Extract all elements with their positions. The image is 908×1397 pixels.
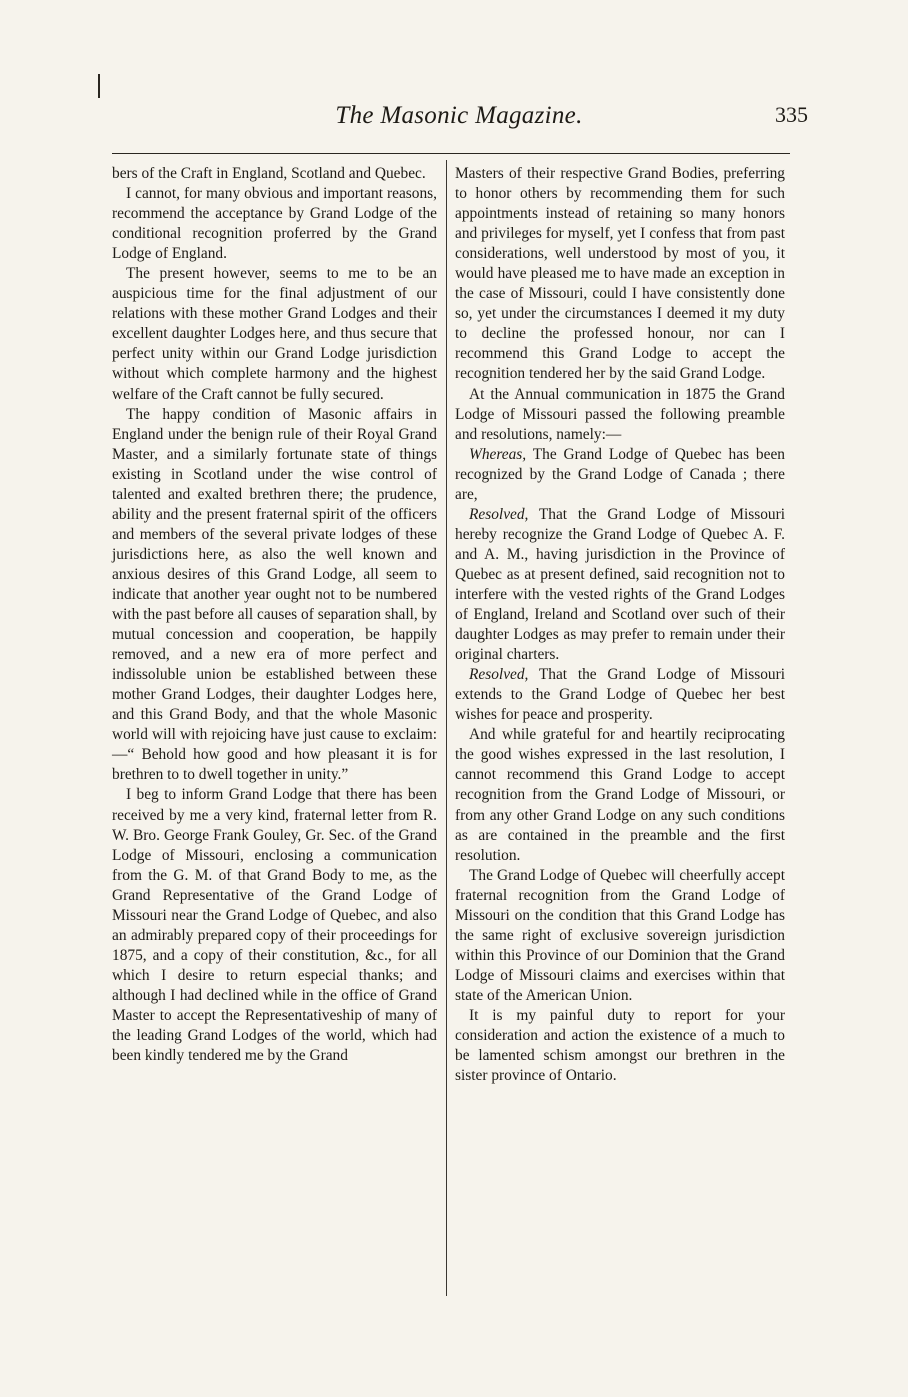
- page-header: [110, 96, 808, 136]
- whereas-text: The Grand Lodge of Quebec has been recognized by the Grand Lodge of Canada ; there are,: [455, 445, 785, 503]
- right-paragraph-2: At the Annual communication in 1875 the Grand Lodge of Missouri passed the following preamble and resolutions, namely:—: [455, 385, 785, 443]
- left-paragraph-2: I cannot, for many obvious and important reasons, recommend the acceptance by Grand Lodge of the conditional recognition proferred by the Grand Lodge of England.: [112, 185, 437, 263]
- left-column: [112, 164, 437, 1066]
- resolved-lead-2: Resolved,: [469, 666, 529, 684]
- resolved-lead-1: Resolved,: [469, 505, 529, 523]
- right-paragraph-resolved-2: [455, 665, 785, 725]
- right-paragraph-whereas: [455, 445, 785, 505]
- right-column: [455, 164, 785, 1086]
- page-number: 335: [775, 102, 808, 127]
- column-divider: [446, 160, 447, 1296]
- margin-mark: [98, 74, 100, 98]
- resolved-text-2: That the Grand Lodge of Missouri extends to the Grand Lodge of Quebec her best wishes for peace and prosperity.: [455, 666, 785, 724]
- right-paragraph-resolved-1: [455, 505, 785, 665]
- running-title: The Masonic Magazine.: [335, 102, 583, 129]
- right-paragraph-6: And while grateful for and heartily reciprocating the good wishes expressed in the last resolution, I cannot recommend this Grand Lodge to accept recognition from the Grand Lodge of Missouri, or from any other Grand Lodge on any such conditions as are contained in the preamble and the first resolution.: [455, 726, 785, 864]
- right-paragraph-8: It is my painful duty to report for your consideration and action the existence of a much to be lamented schism amongst our brethren in the sister province of Ontario.: [455, 1006, 785, 1085]
- right-paragraph-7: The Grand Lodge of Quebec will cheerfully accept fraternal recognition from the Grand Lodge of Missouri on the condition that this Grand Lodge has the same right of exclusive sovereign jurisdiction within this Province of our Dominion that the Grand Lodge of Missouri claims and exercises within that state of the American Union.: [455, 866, 785, 1004]
- left-paragraph-1: bers of the Craft in England, Scotland and Quebec.: [112, 165, 426, 182]
- resolved-text-1: That the Grand Lodge of Missouri hereby recognize the Grand Lodge of Quebec A. F. and A. M., having jurisdiction in the Province of Quebec as at present defined, said recognition not to interfere with the vested rights of the Grand Lodges of England, Ireland and Scotland over such of their daughter Lodges as may prefer to remain under their original charters.: [455, 505, 785, 664]
- left-paragraph-3: The present however, seems to me to be an auspicious time for the final adjustment of our relations with these mother Grand Lodges and their excellent daughter Lodges here, and thus secure that perfect unity within our Grand Lodge jurisdiction without which complete harmony and the highest welfare of the Craft cannot be fully secured.: [112, 265, 437, 403]
- right-paragraph-1: Masters of their respective Grand Bodies, preferring to honor others by recommending them for such appointments instead of retaining so many honors and privileges for myself, yet I confess that from past considerations, well understood by most of you, it would have pleased me to have made an exception in the case of Missouri, could I have consistently done so, yet under the circumstances I deemed it my duty to decline the professed honour, nor can I recommend this Grand Lodge to accept the recognition tendered her by the said Grand Lodge.: [455, 165, 785, 383]
- whereas-lead: Whereas,: [469, 445, 527, 463]
- left-paragraph-4: The happy condition of Masonic affairs in England under the benign rule of their Royal Grand Master, and a similarly fortunate state of things existing in Scotland under the wise control of talented and exalted brethren there; the prudence, ability and the present fraternal spirit of the officers and members of the several private lodges of these jurisdictions here, as also the well known and anxious desires of this Grand Lodge, all seem to indicate that another year ought not to be numbered with the past before all causes of separation shall, by mutual concession and cooperation, be happily removed, and a new era of more perfect and indissoluble union be established between these mother Grand Lodges, their daughter Lodges here, and this Grand Body, and that the whole Masonic world will with rejoicing have just cause to exclaim:—“ Behold how good and how pleasant it is for brethren to to dwell together in unity.”: [112, 405, 437, 784]
- header-rule: [112, 153, 790, 154]
- left-paragraph-5: I beg to inform Grand Lodge that there has been received by me a very kind, fraternal letter from R. W. Bro. George Frank Gouley, Gr. Sec. of the Grand Lodge of Missouri, enclosing a communication from the G. M. of that Grand Body to me, as the Grand Representative of the Grand Lodge of Missouri near the Grand Lodge of Quebec, and also an admirably prepared copy of their proceedings for 1875, and a copy of their constitution, &c., for all which I desire to return especial thanks; and although I had declined while in the office of Grand Master to accept the Representativeship of many of the leading Grand Lodges of the world, which had been kindly tendered me by the Grand: [112, 786, 437, 1065]
